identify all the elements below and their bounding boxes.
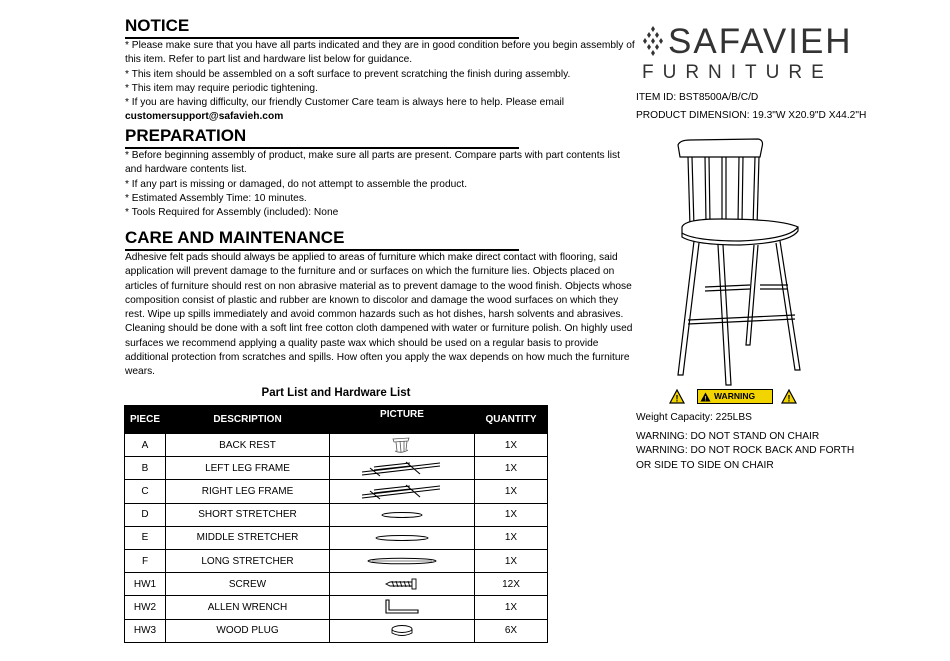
preparation-line: * Before beginning assembly of product, make sure all parts are present. Compare parts with part contents list and hardware contents list. xyxy=(125,150,620,176)
quantity-cell: 12X xyxy=(475,573,548,596)
table-row xyxy=(125,596,548,619)
allen-wrench-icon xyxy=(384,599,420,615)
screw-icon xyxy=(384,578,420,590)
notice-line: * If you are having difficulty, our friendly Customer Care team is always here to help. Please email xyxy=(125,97,565,109)
column-header-description: DESCRIPTION xyxy=(166,406,330,434)
picture-cell xyxy=(330,480,475,503)
warning-badge-label: WARNING xyxy=(714,391,756,401)
quantity-cell: 1X xyxy=(475,434,548,457)
description-cell: SCREW xyxy=(166,573,330,596)
picture-cell xyxy=(330,503,475,526)
left-leg-frame-icon xyxy=(360,458,444,478)
description-cell: ALLEN WRENCH xyxy=(166,596,330,619)
description-cell: RIGHT LEG FRAME xyxy=(166,480,330,503)
preparation-heading: PREPARATION xyxy=(125,126,519,149)
table-row xyxy=(125,549,548,572)
preparation-line: * If any part is missing or damaged, do not attempt to assemble the product. xyxy=(125,178,468,190)
description-cell: MIDDLE STRETCHER xyxy=(166,526,330,549)
notice-line: * Please make sure that you have all parts indicated and they are in good condition before you begin assembly of this item. Refer to part list and hardware list below for guidance. xyxy=(125,40,635,66)
preparation-section xyxy=(125,126,635,220)
column-header-piece: PIECE xyxy=(125,406,166,434)
description-cell: BACK REST xyxy=(166,434,330,457)
column-header-quantity: QUANTITY xyxy=(475,406,548,434)
table-row xyxy=(125,434,548,457)
table-row xyxy=(125,619,548,642)
table-row xyxy=(125,573,548,596)
piece-cell: B xyxy=(125,457,166,480)
middle-stretcher-icon xyxy=(374,533,430,543)
quantity-cell: 1X xyxy=(475,526,548,549)
quantity-cell: 6X xyxy=(475,619,548,642)
warning-triangle-icon xyxy=(700,392,711,402)
quantity-cell: 1X xyxy=(475,503,548,526)
notice-heading: NOTICE xyxy=(125,16,519,39)
table-header-row xyxy=(125,406,548,434)
product-dimension: PRODUCT DIMENSION: 19.3"W X20.9"D X44.2"H xyxy=(636,110,867,121)
svg-text:!: ! xyxy=(704,395,707,402)
brand-sub: FURNITURE xyxy=(642,62,833,83)
table-row xyxy=(125,526,548,549)
parts-table-title: Part List and Hardware List xyxy=(261,387,411,399)
quantity-cell: 1X xyxy=(475,457,548,480)
picture-cell xyxy=(330,596,475,619)
notice-section xyxy=(125,16,635,125)
quantity-cell: 1X xyxy=(475,596,548,619)
piece-cell: F xyxy=(125,549,166,572)
piece-cell: C xyxy=(125,480,166,503)
warning-notes xyxy=(636,430,866,473)
picture-cell xyxy=(330,573,475,596)
quantity-cell: 1X xyxy=(475,549,548,572)
piece-cell: HW2 xyxy=(125,596,166,619)
back-rest-icon xyxy=(391,436,413,454)
right-leg-frame-icon xyxy=(360,481,444,501)
care-section xyxy=(125,228,635,380)
quantity-cell: 1X xyxy=(475,480,548,503)
picture-cell xyxy=(330,526,475,549)
preparation-line: * Estimated Assembly Time: 10 minutes. xyxy=(125,192,307,204)
wood-plug-icon xyxy=(389,624,415,638)
preparation-line: * Tools Required for Assembly (included): None xyxy=(125,207,339,219)
warning-note: WARNING: DO NOT ROCK BACK AND FORTH OR SIDE TO SIDE ON CHAIR xyxy=(636,445,855,471)
picture-cell xyxy=(330,457,475,480)
piece-cell: HW1 xyxy=(125,573,166,596)
piece-cell: D xyxy=(125,503,166,526)
care-body: Adhesive felt pads should always be applied to areas of furniture which make direct contact with flooring, said application will prevent damage to the furniture and or surfaces on which the furniture lies. Objects placed on articles of furniture should rest on non abrasive material as to prevent damage to the wood finish. Objects whose composition consist of plastic and rubber are known to discolor and damage the wood surfaces on which they rest. Wipe up spills immediately and avoid common hazards such as hot dishes, harsh solvents and abrasives. Cleaning should be done with a soft lint free cotton cloth dampened with water or furniture polish. On highly used surfaces we recommend applying a quality paste wax which should be used on a regular basis to provide additional protection from scratches and spills. How often you apply the wax depends on how much the furniture wears. xyxy=(125,252,633,378)
svg-text:!: ! xyxy=(675,393,679,404)
item-id: ITEM ID: BST8500A/B/C/D xyxy=(636,92,759,103)
brand-name: SAFAVIEH xyxy=(668,22,853,61)
table-row xyxy=(125,457,548,480)
piece-cell: A xyxy=(125,434,166,457)
support-email-link[interactable]: customersupport@safavieh.com xyxy=(125,111,284,123)
picture-cell xyxy=(330,619,475,642)
description-cell: WOOD PLUG xyxy=(166,619,330,642)
picture-cell xyxy=(330,434,475,457)
column-header-picture: PICTURE xyxy=(330,406,475,434)
svg-text:!: ! xyxy=(787,393,791,404)
weight-capacity: Weight Capacity: 225LBS xyxy=(636,412,752,423)
notice-line: * This item may require periodic tightening. xyxy=(125,82,318,94)
short-stretcher-icon xyxy=(380,510,424,520)
description-cell: LEFT LEG FRAME xyxy=(166,457,330,480)
warning-label-row xyxy=(669,388,799,406)
piece-cell: HW3 xyxy=(125,619,166,642)
warning-note: WARNING: DO NOT STAND ON CHAIR xyxy=(636,431,820,442)
description-cell: LONG STRETCHER xyxy=(166,549,330,572)
caution-triangle-icon xyxy=(669,389,685,404)
picture-cell xyxy=(330,549,475,572)
bar-stool-illustration xyxy=(660,135,820,390)
care-heading: CARE AND MAINTENANCE xyxy=(125,228,519,251)
caution-triangle-icon xyxy=(781,389,797,404)
parts-table xyxy=(124,405,548,643)
brand-emblem-icon xyxy=(640,26,666,66)
long-stretcher-icon xyxy=(366,556,438,566)
notice-line: * This item should be assembled on a soft surface to prevent scratching the finish during assembly. xyxy=(125,68,571,80)
description-cell: SHORT STRETCHER xyxy=(166,503,330,526)
table-row xyxy=(125,503,548,526)
warning-badge xyxy=(697,389,773,404)
safavieh-logo xyxy=(640,22,853,84)
piece-cell: E xyxy=(125,526,166,549)
table-row xyxy=(125,480,548,503)
